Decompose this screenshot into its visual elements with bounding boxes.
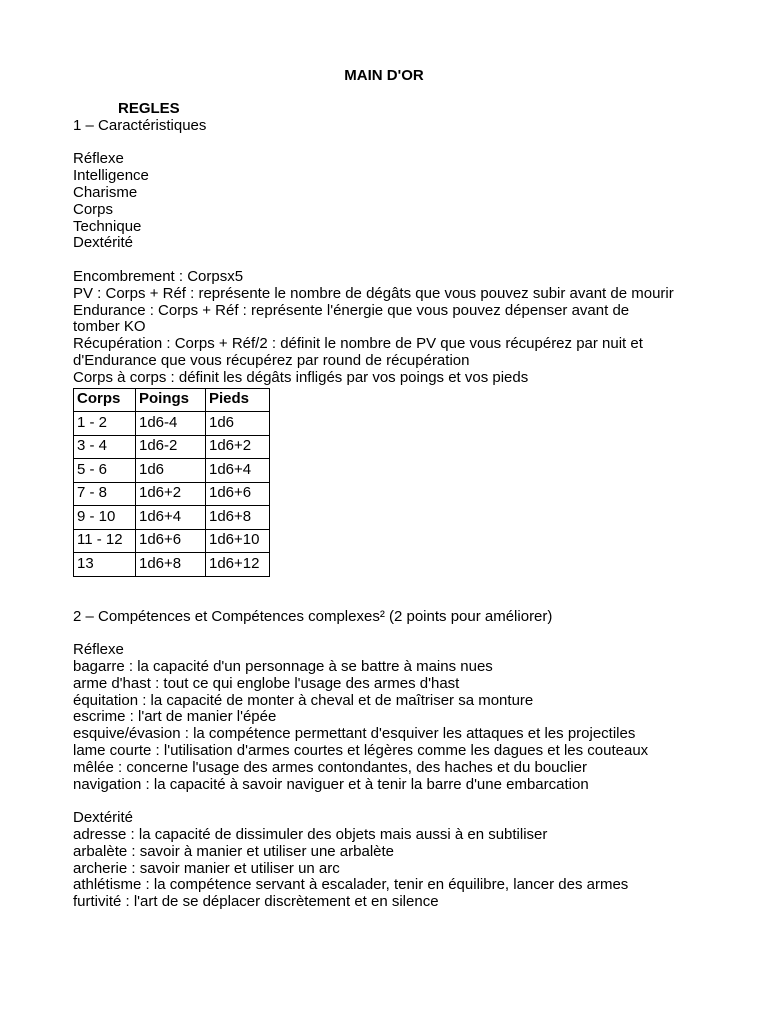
document-title: MAIN D'OR <box>344 67 424 84</box>
skill-item: arme d'hast : tout ce qui englobe l'usage des armes d'hast <box>73 674 460 692</box>
trait-item: Réflexe <box>73 150 124 168</box>
damage-table <box>73 388 270 577</box>
table-cell: 1d6+2 <box>206 435 270 459</box>
table-cell: 7 - 8 <box>74 482 136 506</box>
table-cell: 1d6 <box>206 412 270 436</box>
traits-list <box>73 151 723 252</box>
table-cell: 1d6+4 <box>136 506 206 530</box>
table-row <box>74 412 270 436</box>
table-header: Poings <box>136 388 206 412</box>
document-body <box>73 101 723 911</box>
stat-line: Encombrement : Corpsx5 <box>73 267 244 285</box>
table-cell: 3 - 4 <box>74 435 136 459</box>
skill-item: archerie : savoir manier et utiliser un arc <box>73 859 340 877</box>
skill-item: bagarre : la capacité d'un personnage à se battre à mains nues <box>73 657 493 675</box>
stat-line: Récupération : Corps + Réf/2 : définit le nombre de PV que vous récupérez par nuit et <box>73 335 643 353</box>
skill-item: arbalète : savoir à manier et utiliser une arbalète <box>73 842 395 860</box>
skill-item: esquive/évasion : la compétence permettant d'esquiver les attaques et les projectiles <box>73 725 636 743</box>
trait-item: Intelligence <box>73 167 149 185</box>
reflexe-skills <box>73 642 723 793</box>
skill-item: escrime : l'art de manier l'épée <box>73 708 277 726</box>
table-cell: 11 - 12 <box>74 529 136 553</box>
stat-line: d'Endurance que vous récupérez par round de récupération <box>73 351 470 369</box>
table-row <box>74 506 270 530</box>
trait-item: Charisme <box>73 183 138 201</box>
table-cell: 1d6+8 <box>136 553 206 577</box>
regles-heading: REGLES <box>118 100 180 117</box>
table-cell: 1d6-2 <box>136 435 206 459</box>
skill-item: équitation : la capacité de monter à cheval et de maîtriser sa monture <box>73 691 534 709</box>
table-cell: 1d6+6 <box>206 482 270 506</box>
derived-stats <box>73 269 723 387</box>
table-cell: 1d6+4 <box>206 459 270 483</box>
table-row <box>74 553 270 577</box>
table-cell: 1d6+10 <box>206 529 270 553</box>
table-cell: 9 - 10 <box>74 506 136 530</box>
skill-item: lame courte : l'utilisation d'armes courtes et légères comme les dagues et les couteaux <box>73 741 649 759</box>
table-cell: 1d6+2 <box>136 482 206 506</box>
table-row <box>74 435 270 459</box>
table-cell: 1d6 <box>136 459 206 483</box>
skill-item: athlétisme : la compétence servant à escalader, tenir en équilibre, lancer des armes <box>73 876 629 894</box>
table-cell: 13 <box>74 553 136 577</box>
table-header: Corps <box>74 388 136 412</box>
skill-item: navigation : la capacité à savoir naviguer et à tenir la barre d'une embarcation <box>73 775 589 793</box>
section-2-heading: 2 – Compétences et Compétences complexes² (2 points pour améliorer) <box>73 607 553 625</box>
dexterite-skills <box>73 810 723 911</box>
skill-item: furtivité : l'art de se déplacer discrètement et en silence <box>73 893 439 911</box>
trait-item: Corps <box>73 200 114 218</box>
table-header-row <box>74 388 270 412</box>
table-cell: 1d6+6 <box>136 529 206 553</box>
table-row <box>74 529 270 553</box>
stat-line: PV : Corps + Réf : représente le nombre de dégâts que vous pouvez subir avant de mourir <box>73 284 674 302</box>
table-cell: 1d6-4 <box>136 412 206 436</box>
trait-item: Dextérité <box>73 234 134 252</box>
trait-item: Technique <box>73 217 142 235</box>
table-cell: 1 - 2 <box>74 412 136 436</box>
skill-item: adresse : la capacité de dissimuler des objets mais aussi à en subtiliser <box>73 825 548 843</box>
stat-line: Endurance : Corps + Réf : représente l'énergie que vous pouvez dépenser avant de <box>73 301 630 319</box>
skill-item: mêlée : concerne l'usage des armes contondantes, des haches et du bouclier <box>73 758 588 776</box>
skill-group-title: Dextérité <box>73 809 134 827</box>
skill-group-title: Réflexe <box>73 641 124 659</box>
table-row <box>74 482 270 506</box>
table-cell: 5 - 6 <box>74 459 136 483</box>
table-header: Pieds <box>206 388 270 412</box>
table-row <box>74 459 270 483</box>
stat-line: tomber KO <box>73 318 146 336</box>
stat-line: Corps à corps : définit les dégâts infligés par vos poings et vos pieds <box>73 368 529 386</box>
table-cell: 1d6+8 <box>206 506 270 530</box>
table-cell: 1d6+12 <box>206 553 270 577</box>
section-1-heading: 1 – Caractéristiques <box>73 116 207 134</box>
